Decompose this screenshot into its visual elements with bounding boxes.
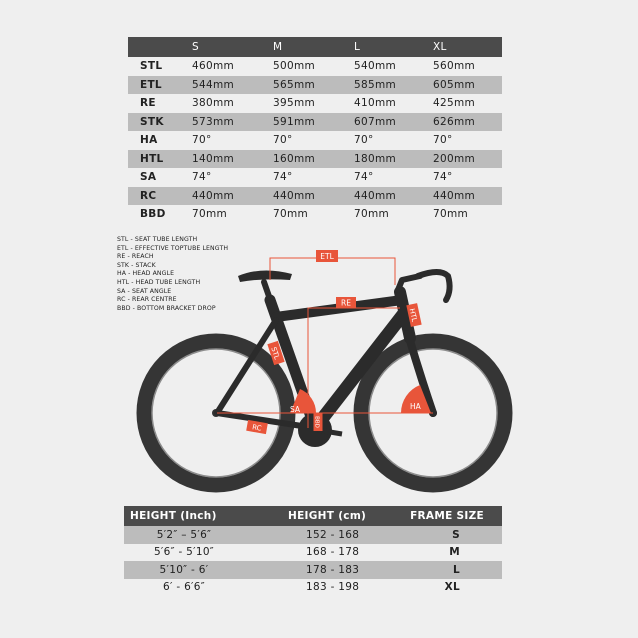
legend-item: ETL - EFFECTIVE TOPTUBE LENGTH xyxy=(117,244,229,252)
cell-value: 605mm xyxy=(433,76,502,95)
row-label: STL xyxy=(128,57,192,76)
height-cm-cell: 183 - 198 xyxy=(244,579,404,597)
cell-value: 74° xyxy=(192,168,273,187)
cell-value: 410mm xyxy=(354,94,433,113)
diagram-label-bbd xyxy=(314,413,323,431)
height-inch-cell: 5′2″ – 5′6″ xyxy=(124,526,244,544)
cell-value: 573mm xyxy=(192,113,273,132)
svg-text:HTL: HTL xyxy=(407,307,419,323)
cell-value: 200mm xyxy=(433,150,502,169)
cell-value: 70mm xyxy=(192,205,273,224)
diagram-label-etl xyxy=(316,250,338,262)
cell-value: 591mm xyxy=(273,113,354,132)
row-label: RE xyxy=(128,94,192,113)
cell-value: 440mm xyxy=(354,187,433,206)
cell-value: 425mm xyxy=(433,94,502,113)
svg-text:STL: STL xyxy=(269,346,281,361)
cell-value: 380mm xyxy=(192,94,273,113)
row-label: ETL xyxy=(128,76,192,95)
cell-value: 140mm xyxy=(192,150,273,169)
cell-value: 440mm xyxy=(433,187,502,206)
frame-size-cell: L xyxy=(404,561,502,579)
cell-value: 74° xyxy=(273,168,354,187)
size-header-s: S xyxy=(192,37,273,57)
cell-value: 540mm xyxy=(354,57,433,76)
cell-value: 395mm xyxy=(273,94,354,113)
header-height-cm: HEIGHT (cm) xyxy=(244,506,404,526)
height-cm-cell: 178 - 183 xyxy=(244,561,404,579)
cell-value: 585mm xyxy=(354,76,433,95)
size-chart-table xyxy=(124,506,502,596)
diagram-label-re xyxy=(336,297,356,308)
cell-value: 70° xyxy=(433,131,502,150)
cell-value: 70° xyxy=(354,131,433,150)
cell-value: 74° xyxy=(433,168,502,187)
cell-value: 500mm xyxy=(273,57,354,76)
legend-item: STK - STACK xyxy=(117,261,156,269)
legend-item: HA - HEAD ANGLE xyxy=(117,270,175,278)
cell-value: 560mm xyxy=(433,57,502,76)
diagram-label-sa: SA xyxy=(290,405,301,414)
cell-value: 160mm xyxy=(273,150,354,169)
header-height-inch: HEIGHT (Inch) xyxy=(124,506,244,526)
cell-value: 70° xyxy=(192,131,273,150)
cell-value: 70mm xyxy=(433,205,502,224)
size-chart-row xyxy=(124,579,502,597)
cell-value: 565mm xyxy=(273,76,354,95)
etl-line xyxy=(270,258,395,285)
row-label: HA xyxy=(128,131,192,150)
cell-value: 626mm xyxy=(433,113,502,132)
diagram-label-ha: HA xyxy=(410,402,421,411)
frame-size-cell: M xyxy=(404,544,502,562)
header-frame-size: FRAME SIZE xyxy=(404,506,502,526)
size-chart-row xyxy=(124,561,502,579)
cell-value: 180mm xyxy=(354,150,433,169)
cell-value: 607mm xyxy=(354,113,433,132)
size-chart-row xyxy=(124,544,502,562)
svg-text:ETL: ETL xyxy=(320,252,334,261)
size-header-l: L xyxy=(354,37,433,57)
row-label: RC xyxy=(128,187,192,206)
legend-item: RE - REACH xyxy=(117,253,154,261)
cell-value: 70° xyxy=(273,131,354,150)
cell-value: 440mm xyxy=(273,187,354,206)
cell-value: 70mm xyxy=(354,205,433,224)
row-label: BBD xyxy=(128,205,192,224)
size-header-m: M xyxy=(273,37,354,57)
height-inch-cell: 5′6″ - 5′10″ xyxy=(124,544,244,562)
cell-value: 544mm xyxy=(192,76,273,95)
legend-item: HTL - HEAD TUBE LENGTH xyxy=(117,278,201,286)
row-label: STK xyxy=(128,113,192,132)
row-label: SA xyxy=(128,168,192,187)
legend-item: BBD - BOTTOM BRACKET DROP xyxy=(117,304,216,312)
height-cm-cell: 168 - 178 xyxy=(244,544,404,562)
height-inch-cell: 5′10″ - 6′ xyxy=(124,561,244,579)
svg-text:BBD: BBD xyxy=(313,416,320,428)
size-chart-row xyxy=(124,526,502,544)
cell-value: 460mm xyxy=(192,57,273,76)
size-header-xl: XL xyxy=(433,37,502,57)
svg-text:RE: RE xyxy=(341,298,351,308)
frame-size-cell: S xyxy=(404,526,502,544)
row-label: HTL xyxy=(128,150,192,169)
legend-item: SA - SEAT ANGLE xyxy=(117,287,172,295)
height-cm-cell: 152 - 168 xyxy=(244,526,404,544)
frame-size-cell: XL xyxy=(404,579,502,597)
svg-text:RC: RC xyxy=(251,423,263,433)
cell-value: 440mm xyxy=(192,187,273,206)
height-inch-cell: 6′ - 6′6″ xyxy=(124,579,244,597)
legend-item: STL - SEAT TUBE LENGTH xyxy=(117,236,198,243)
cell-value: 74° xyxy=(354,168,433,187)
size-chart-header-row xyxy=(124,506,502,526)
cell-value: 70mm xyxy=(273,205,354,224)
legend-item: RC - REAR CENTRE xyxy=(117,296,177,304)
